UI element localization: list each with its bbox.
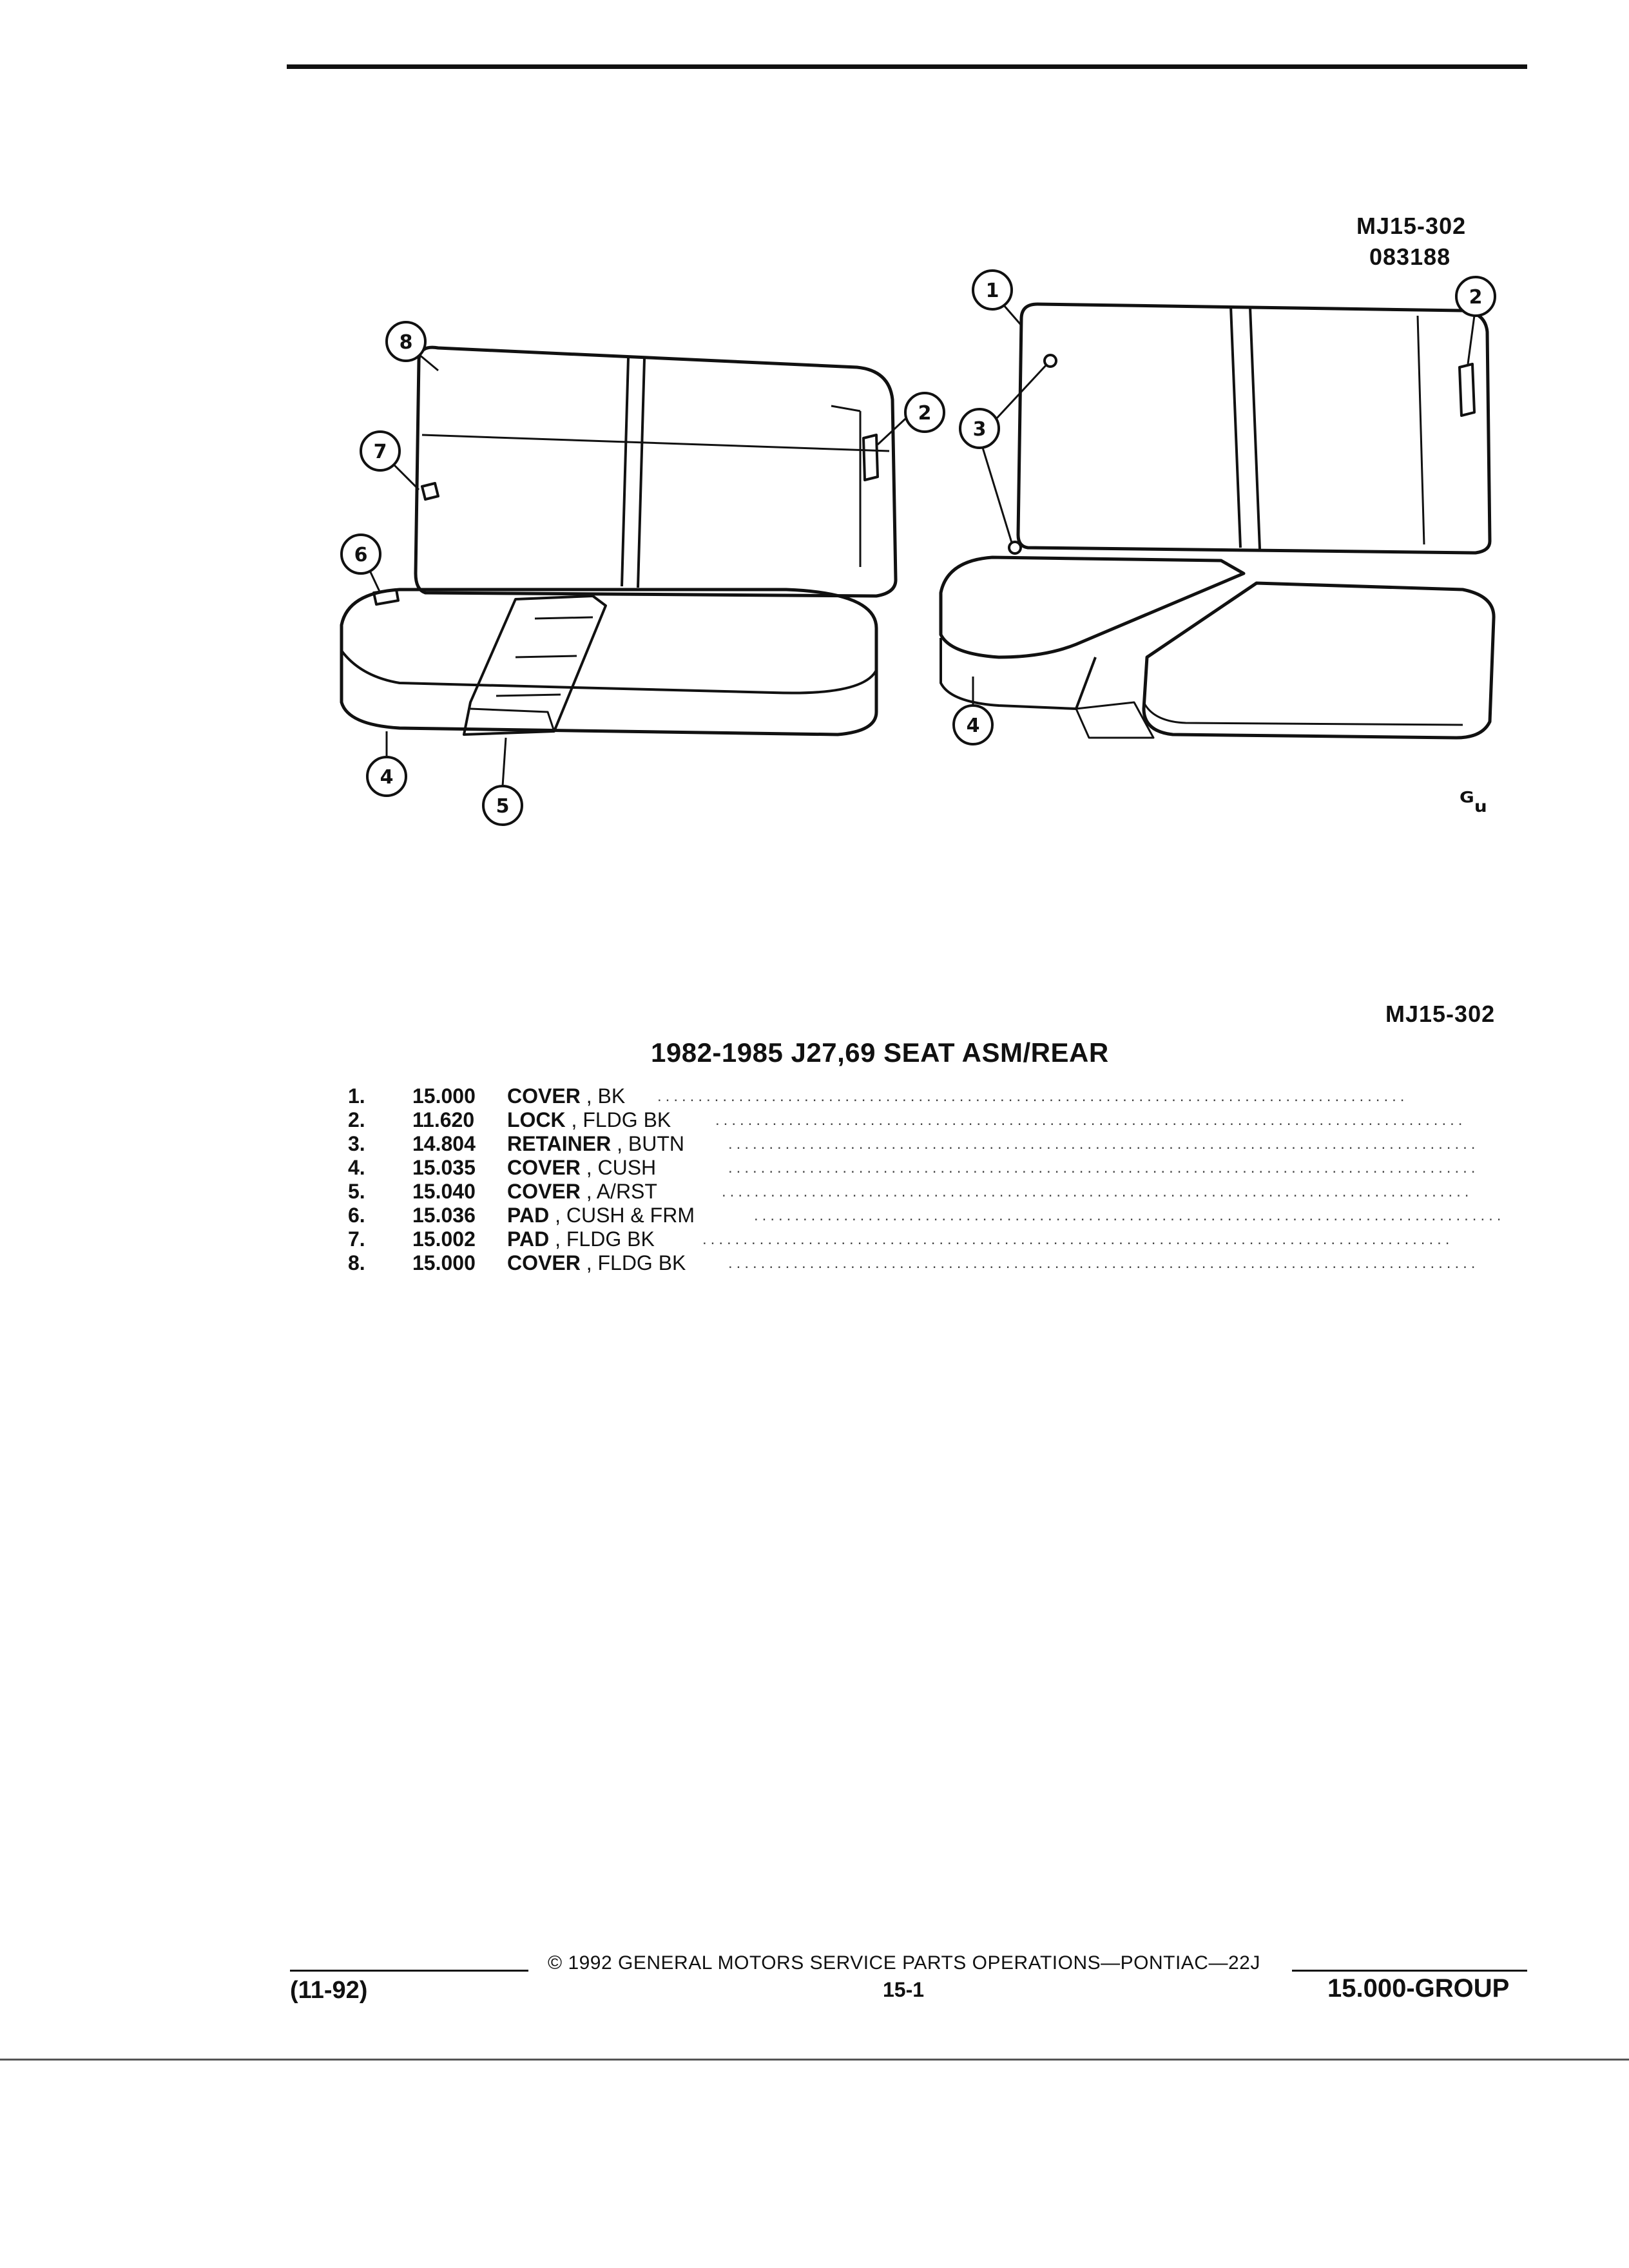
item-number: 3. <box>348 1132 365 1155</box>
leader-dots: ............................................................................................ <box>728 1254 1480 1272</box>
group-number: 11.620 <box>412 1108 475 1131</box>
footer-rule-right <box>1292 1970 1527 1972</box>
item-description <box>507 1084 625 1108</box>
group-number: 15.035 <box>412 1156 476 1179</box>
item-number: 5. <box>348 1180 365 1203</box>
right-cushion-right <box>1144 583 1494 738</box>
group-number: 15.002 <box>412 1227 476 1251</box>
leader-dots: ............................................................................................ <box>715 1111 1467 1129</box>
part-name: COVER <box>507 1084 581 1108</box>
part-name: PAD <box>507 1227 550 1251</box>
bottom-edge-line <box>0 2059 1629 2061</box>
leader-dots: ............................................................................................ <box>728 1159 1480 1177</box>
callout-8: 8 <box>399 331 413 354</box>
part-name: COVER <box>507 1180 581 1203</box>
item-number: 7. <box>348 1227 365 1251</box>
callout-1: 1 <box>985 280 999 302</box>
list-item <box>348 1180 1473 1204</box>
part-qualifier: , CUSH <box>580 1156 657 1179</box>
part-qualifier: , CUSH & FRM <box>549 1204 695 1227</box>
left-clip <box>374 590 398 604</box>
part-qualifier: , A/RST <box>580 1180 657 1203</box>
parts-list <box>348 1084 1505 1275</box>
group-number: 15.000 <box>412 1084 476 1108</box>
part-qualifier: , BK <box>580 1084 626 1108</box>
part-name: COVER <box>507 1251 581 1274</box>
item-number: 6. <box>348 1204 365 1227</box>
part-name: PAD <box>507 1204 550 1227</box>
callout-3: 3 <box>972 418 987 441</box>
group-number: 15.040 <box>412 1180 476 1203</box>
item-description <box>507 1108 671 1132</box>
page-number: 15-1 <box>883 1978 925 2001</box>
right-cushion-left <box>941 557 1244 657</box>
callout-5: 5 <box>496 795 510 818</box>
item-description <box>507 1180 657 1204</box>
item-description <box>507 1251 686 1275</box>
leader-dots: ............................................................................................ <box>657 1088 1409 1105</box>
parts-list-title: 1982-1985 J27,69 SEAT ASM/REAR <box>651 1037 1109 1068</box>
list-item <box>348 1227 1454 1251</box>
group-number: 15.000 <box>412 1251 476 1274</box>
revision-date: (11-92) <box>290 1977 368 2004</box>
part-name: RETAINER <box>507 1132 612 1155</box>
part-qualifier: , FLDG BK <box>565 1108 671 1131</box>
callout-6: 6 <box>354 544 368 566</box>
group-number: 15.036 <box>412 1204 476 1227</box>
callout-4-right: 4 <box>966 715 980 737</box>
part-qualifier: , FLDG BK <box>580 1251 686 1274</box>
item-number: 1. <box>348 1084 365 1108</box>
leader-dots: ............................................................................................ <box>702 1231 1454 1248</box>
leader-dots: ............................................................................................ <box>754 1207 1505 1224</box>
leader-dots: ............................................................................................ <box>722 1183 1473 1200</box>
callout-2-right: 2 <box>1469 286 1483 309</box>
item-description <box>507 1227 655 1251</box>
list-item <box>348 1108 1467 1132</box>
list-item <box>348 1132 1480 1156</box>
callout-4-left: 4 <box>380 766 394 789</box>
part-name: COVER <box>507 1156 581 1179</box>
footer-rule-left <box>290 1970 528 1972</box>
left-pad <box>422 483 438 499</box>
item-number: 2. <box>348 1108 365 1131</box>
item-number: 8. <box>348 1251 365 1274</box>
item-description <box>507 1204 695 1227</box>
right-lock <box>1460 364 1474 416</box>
seat-illustration <box>322 258 1521 863</box>
left-cushion <box>342 590 876 735</box>
part-qualifier: , FLDG BK <box>549 1227 655 1251</box>
group-number: 14.804 <box>412 1132 476 1155</box>
list-item <box>348 1084 1409 1108</box>
part-name: LOCK <box>507 1108 566 1131</box>
left-seatback <box>416 347 896 596</box>
item-number: 4. <box>348 1156 365 1179</box>
floor-tab <box>1076 702 1153 738</box>
illustration-mark: ᴳᵤ <box>1460 786 1487 819</box>
left-lock <box>863 435 878 480</box>
list-item <box>348 1204 1505 1227</box>
callout-2-left: 2 <box>918 402 932 425</box>
top-rule <box>287 64 1527 69</box>
date-code: 083188 <box>1369 244 1451 270</box>
seat-diagram <box>322 258 1521 863</box>
list-item <box>348 1251 1480 1275</box>
list-item <box>348 1156 1480 1180</box>
caption-code: MJ15-302 <box>1385 1001 1496 1027</box>
item-description <box>507 1132 684 1156</box>
illustration-code: MJ15-302 <box>1356 213 1467 239</box>
part-qualifier: , BUTN <box>611 1132 684 1155</box>
leader-dots: ............................................................................................ <box>728 1135 1480 1153</box>
callout-7: 7 <box>373 441 387 463</box>
group-label: 15.000-GROUP <box>1327 1974 1510 2003</box>
item-description <box>507 1156 656 1180</box>
copyright-notice: © 1992 GENERAL MOTORS SERVICE PARTS OPERATIONS—PONTIAC—22J <box>548 1952 1260 1974</box>
